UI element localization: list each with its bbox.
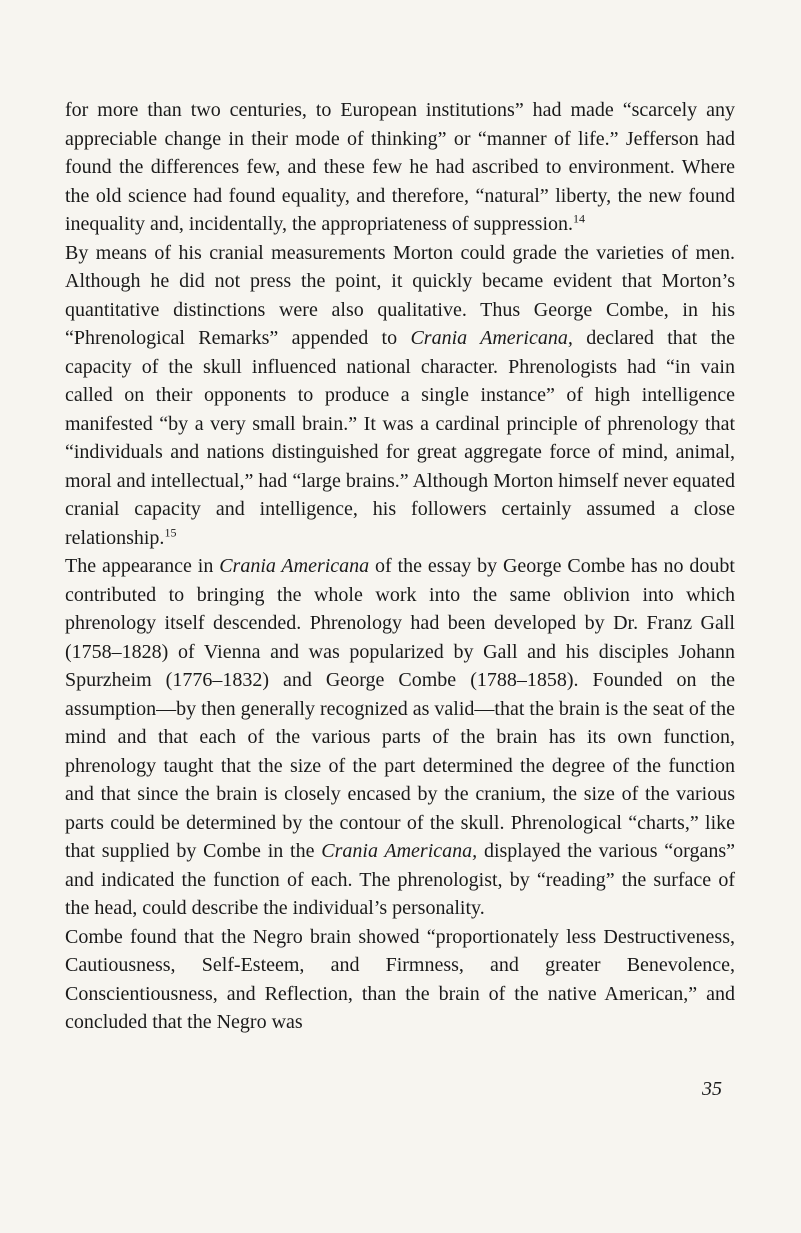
footnote-marker-15: 15 xyxy=(164,524,177,539)
paragraph-3-text-b: of the essay by George Combe has no doubt contributed to bringing the whole work into the same oblivion into which phrenology itself descended. Phrenology had been developed by Dr. Franz Gall (1758–1828) of Vienna and was popularized by Gall and his disciples Johann Spurzheim (1776–1832) and George Combe (1788–1858). Founded on the assumption—by then generally recognized as valid—that the brain is the seat of the mind and that each of the various parts of the brain has its own function, phrenology taught that the size of the part determined the degree of the function and that since the brain is closely encased by the cranium, the size of the various parts could be determined by the contour of the skull. Phrenological “charts,” like that supplied by Combe in the xyxy=(65,555,735,862)
book-title-crania-americana: Crania Americana, xyxy=(410,327,573,349)
paragraph-1 xyxy=(65,96,735,239)
paragraph-4-text: Combe found that the Negro brain showed “proportionately less Destructiveness, Cautiousness, Self-Esteem, and Firmness, and greater Benevolence, Conscientiousness, and Reflection, than the brain of the native American,” and concluded that the Negro was xyxy=(65,925,735,1033)
page-number: 35 xyxy=(702,1078,722,1100)
paragraph-2-text-a: By means of his cranial measurements Morton could grade the varieties of men. Although he did not press the point, it quickly became evident that Morton’s quantitative distinctions were also qualitative. Thus George Combe, in his “Phrenological Remarks” appended to xyxy=(65,241,735,349)
footnote-marker-14: 14 xyxy=(573,211,586,226)
paragraph-2 xyxy=(65,239,735,553)
paragraph-3 xyxy=(65,552,735,923)
book-title-crania-americana: Crania Americana, xyxy=(321,840,478,862)
paragraph-3-text-c: displayed the various “organs” and indicated the function of each. The phrenologist, by “reading” the surface of the head, could describe the individual’s personality. xyxy=(65,840,735,919)
paragraph-1-text: for more than two centuries, to European institutions” had made “scarcely any appreciable change in their mode of thinking” or “manner of life.” Jefferson had found the differences few, and these few he had ascribed to environment. Where the old science had found equality, and therefore, “natural” liberty, the new found inequality and, incidentally, the appropriateness of suppression. xyxy=(65,99,735,235)
paragraph-3-text-a: The appearance in xyxy=(65,555,220,577)
paragraph-4 xyxy=(65,923,735,1037)
paragraph-2-text-b: declared that the capacity of the skull influenced national character. Phrenologists had “in vain called on their opponents to produce a single instance” of high intelligence manifested “by a very small brain.” It was a cardinal principle of phrenology that “individuals and nations distinguished for great aggregate force of mind, animal, moral and intellectual,” had “large brains.” Although Morton himself never equated cranial capacity and intelligence, his followers certainly assumed a close relationship. xyxy=(65,327,735,549)
book-title-crania-americana: Crania Americana xyxy=(219,555,370,577)
page-body xyxy=(65,96,735,1037)
